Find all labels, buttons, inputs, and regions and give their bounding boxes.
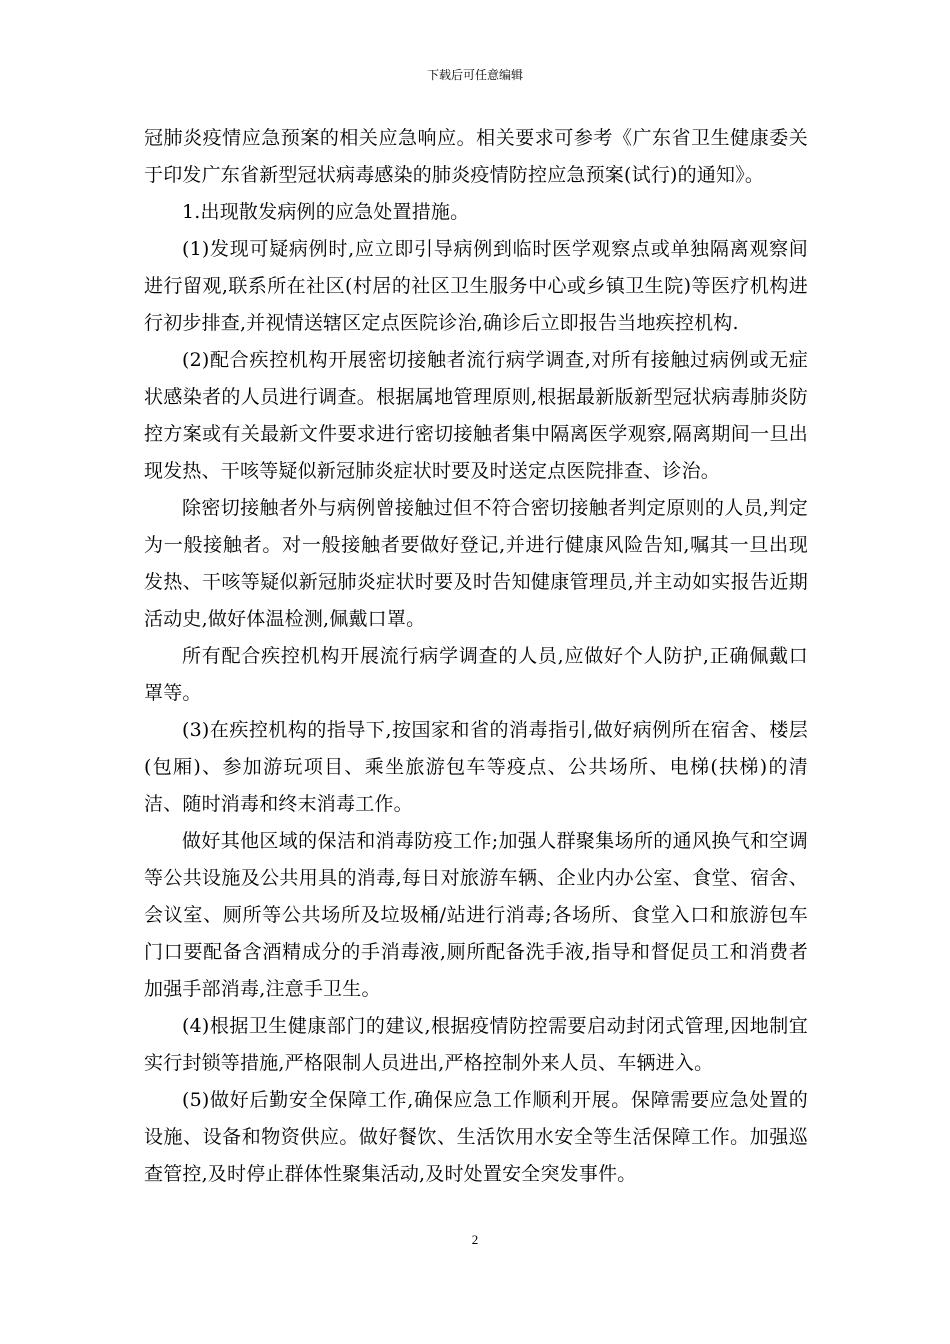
paragraph-disinfection: 做好其他区域的保洁和消毒防疫工作;加强人群聚集场所的通风换气和空调等公共设施及公共用具的消毒,每日对旅游车辆、企业内办公室、食堂、宿舍、会议室、厕所等公共场所及垃圾桶/站进行消毒;各场所、食堂入口和旅游包车门口要配备含酒精成分的手消毒液,厕所配备洗手液,指导和督促员工和消费者加强手部消毒,注意手卫生。 (144, 830, 808, 1000)
paragraph-item-1: (1)发现可疑病例时,应立即引导病例到临时医学观察点或单独隔离观察间进行留观,联系所在社区(村居的社区卫生服务中心或乡镇卫生院)等医疗机构进行初步排查,并视情送辖区定点医院诊治,确诊后立即报告当地疾控机构. (144, 238, 808, 334)
paragraph-sporadic-heading: 1.出现散发病例的应急处置措施。 (182, 201, 470, 223)
paragraph-protection: 所有配合疾控机构开展流行病学调查的人员,应做好个人防护,正确佩戴口罩等。 (144, 645, 808, 704)
paragraph-item-3: (3)在疾控机构的指导下,按国家和省的消毒指引,做好病例所在宿舍、楼层(包厢)、参加游玩项目、乘坐旅游包车等疫点、公共场所、电梯(扶梯)的清洁、随时消毒和终末消毒工作。 (144, 719, 808, 815)
paragraph-continuation: 冠肺炎疫情应急预案的相关应急响应。相关要求可参考《广东省卫生健康委关于印发广东省新型冠状病毒感染的肺炎疫情防控应急预案(试行)的通知》。 (144, 127, 808, 186)
page-number: 2 (471, 1232, 479, 1247)
page-header: 下载后可任意编辑 (426, 68, 523, 82)
document-body (144, 120, 808, 1193)
paragraph-item-4: (4)根据卫生健康部门的建议,根据疫情防控需要启动封闭式管理,因地制宜实行封锁等措施,严格限制人员进出,严格控制外来人员、车辆进入。 (144, 1015, 808, 1074)
paragraph-general-contacts: 除密切接触者外与病例曾接触过但不符合密切接触者判定原则的人员,判定为一般接触者。对一般接触者要做好登记,并进行健康风险告知,嘱其一旦出现发热、干咳等疑似新冠肺炎症状时要及时告知健康管理员,并主动如实报告近期活动史,做好体温检测,佩戴口罩。 (144, 497, 808, 630)
paragraph-item-2: (2)配合疾控机构开展密切接触者流行病学调查,对所有接触过病例或无症状感染者的人员进行调查。根据属地管理原则,根据最新版新型冠状病毒肺炎防控方案或有关最新文件要求进行密切接触者集中隔离医学观察,隔离期间一旦出现发热、干咳等疑似新冠肺炎症状时要及时送定点医院排查、诊治。 (144, 349, 808, 482)
paragraph-item-5: (5)做好后勤安全保障工作,确保应急工作顺利开展。保障需要应急处置的设施、设备和物资供应。做好餐饮、生活饮用水安全等生活保障工作。加强巡查管控,及时停止群体性聚集活动,及时处置安全突发事件。 (144, 1089, 808, 1185)
